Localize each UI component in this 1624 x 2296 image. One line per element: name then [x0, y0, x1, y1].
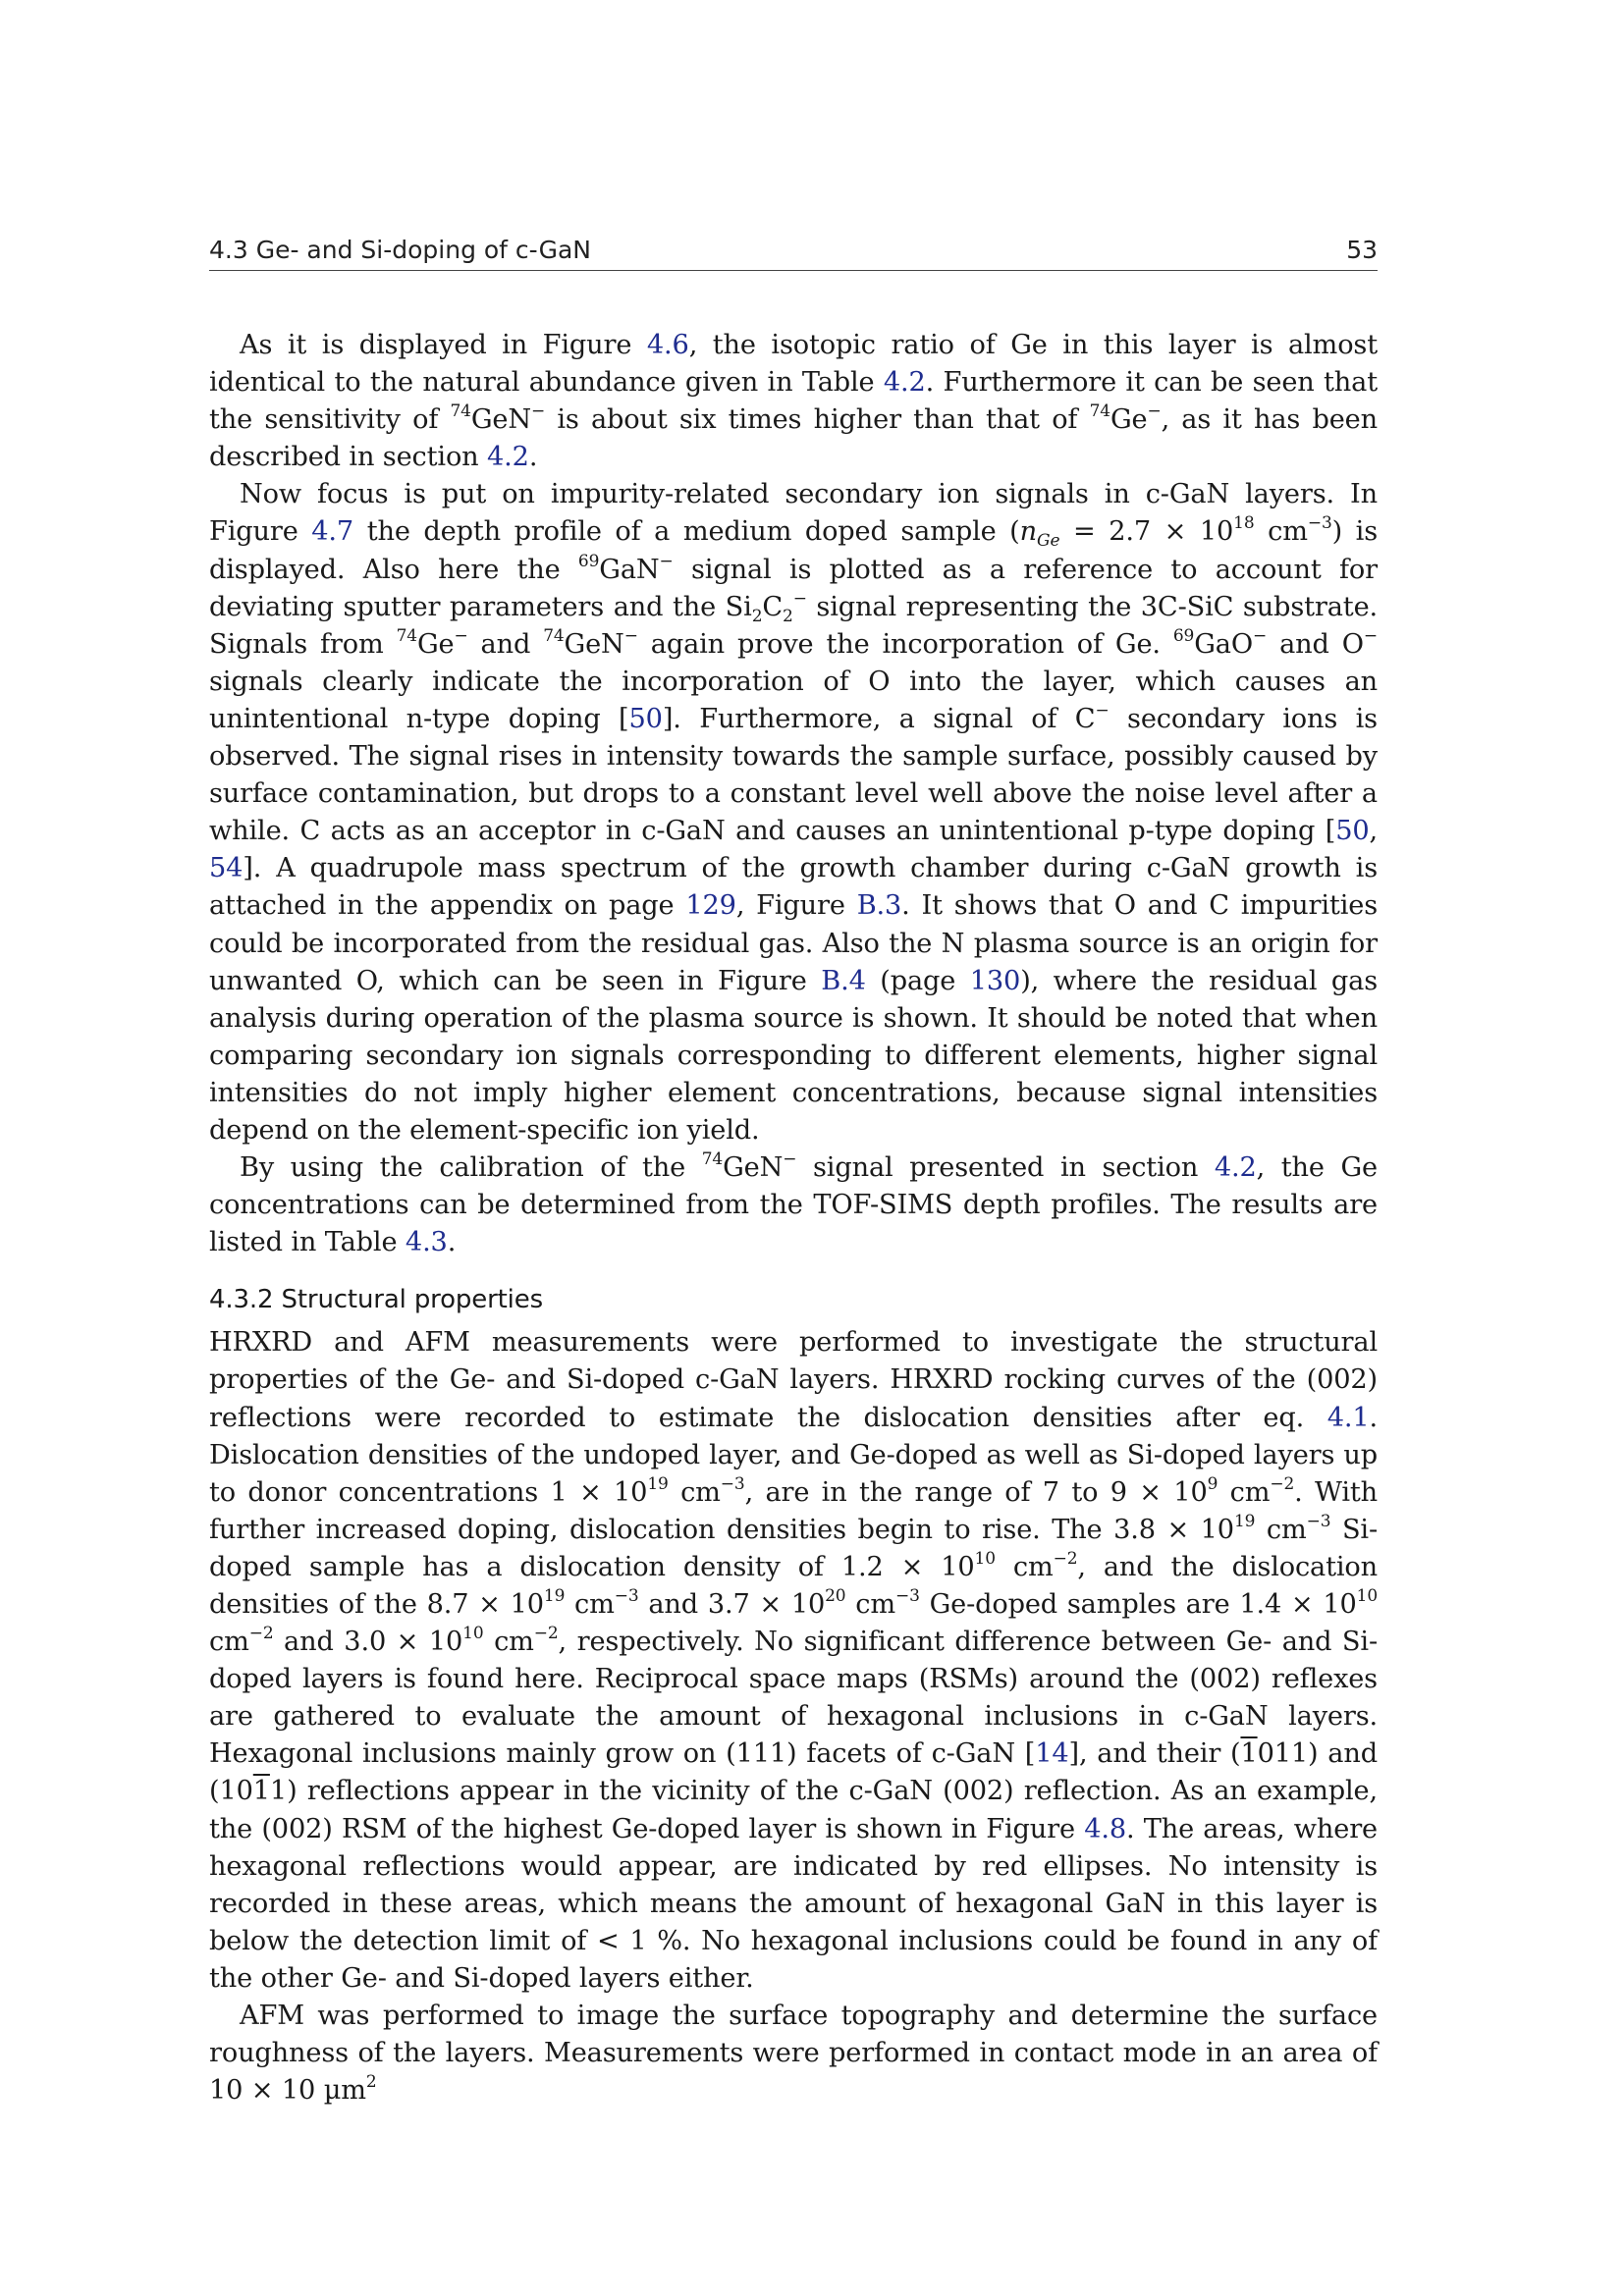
body-text: [209, 327, 1378, 2109]
figure-link[interactable]: B.4: [821, 965, 866, 996]
paragraph: HRXRD and AFM measurements were performed to investigate the structural properties of the Ge- and Si-doped c-GaN layers. HRXRD rocking curves of the (002) reflections were recorded to estimate the dislocation densities after eq. 4.1. Dislocation densities of the undoped layer, and Ge-doped as well as Si-doped layers up to donor concentrations $1 \times 10^{19}$ $cm^{-3}$, are in the range of 7 to $9 \times 10^9$ $cm^{-2}$. With further increased doping, dislocation densities begin to rise. The $3.8 \times 10^{19}$ $cm^{-3}$ Si-doped sample has a dislocation density of $1.2 \times 10^{10}$ $cm^{-2}$, and the dislocation densities of the $8.7 \times 10^{19}$ $cm^{-3}$ and $3.7 \times 10^{20}$ $cm^{-3}$ Ge-doped samples are $1.4 \times 10^{10}$ $cm^{-2}$ and $3.0 \times 10^{10}$ $cm^{-2}$, respectively. No significant difference between Ge- and Si-doped layers is found here. Reciprocal space maps (RSMs) around the (002) reflexes are gathered to evaluate the amount of hexagonal inclusions in c-GaN layers. Hexagonal inclusions mainly grow on (111) facets of c-GaN [14], and their (1011) and (1011) reflections appear in the vicinity of the c-GaN (002) reflection. As an example, the (002) RSM of the highest Ge-doped layer is shown in Figure 4.8. The areas, where hexagonal reflections would appear, are indicated by red ellipses. No intensity is recorded in these areas, which means the amount of hexagonal GaN in this layer is below the detection limit of < 1 %. No hexagonal inclusions could be found in any of the other Ge- and Si-doped layers either.: [209, 1327, 1379, 1994]
citation-link[interactable]: 54: [209, 853, 244, 884]
paragraph: By using the calibration of the $^{74}$GeN− signal presented in section 4.2, the Ge concentrations can be determined from the TOF-SIMS depth profiles. The results are listed in Table 4.3.: [209, 1149, 1378, 1258]
header-section-title: 4.3 Ge- and Si-doping of c-GaN: [209, 236, 592, 264]
citation-link[interactable]: 50: [628, 703, 663, 734]
citation-link[interactable]: 14: [1035, 1738, 1069, 1770]
equation-link[interactable]: 4.1: [1326, 1402, 1370, 1433]
figure-link[interactable]: 4.8: [1084, 1813, 1126, 1844]
figure-link[interactable]: 4.6: [646, 330, 689, 360]
page-link[interactable]: 129: [685, 890, 736, 922]
table-link[interactable]: 4.3: [405, 1227, 448, 1258]
running-header: [209, 236, 1378, 271]
paragraph: Now focus is put on impurity-related secondary ion signals in c-GaN layers. In Figure 4.7 the depth profile of a medium doped sample ($n_{Ge} = 2.7 \times 10^{18}$ $cm^{-3}$) is displayed. Also here the $^{69}$GaN− signal is plotted as a reference to account for deviating sputter parameters and the $Si_2C_2^-$ signal representing the 3C-SiC substrate. Signals from $^{74}$Ge− and $^{74}$GeN− again prove the incorporation of Ge. $^{69}$GaO− and O− signals clearly indicate the incorporation of O into the layer, which causes an unintentional n-type doping [50]. Furthermore, a signal of C− secondary ions is observed. The signal rises in intensity towards the sample surface, possibly caused by surface contamination, but drops to a constant level well above the noise level after a while. C acts as an acceptor in c-GaN and causes an unintentional p-type doping [50, 54]. A quadrupole mass spectrum of the growth chamber during c-GaN growth is attached in the appendix on page 129, Figure B.3. It shows that O and C impurities could be incorporated from the residual gas. Also the N plasma source is an origin for unwanted O, which can be seen in Figure B.4 (page 130), where the residual gas analysis during operation of the plasma source is shown. It should be noted that when comparing secondary ion signals corresponding to different elements, higher signal intensities do not imply higher element concentrations, because signal intensities depend on the element-specific ion yield.: [209, 479, 1379, 1146]
subsection-heading: 4.3.2 Structural properties: [209, 1285, 543, 1315]
section-link[interactable]: 4.2: [1214, 1152, 1257, 1184]
paragraph: AFM was performed to image the surface topography and determine the surface roughness of the layers. Measurements were performed in contact mode in an area of 10 × 10 µm$^2$: [209, 2001, 1378, 2107]
section-link[interactable]: 4.2: [487, 442, 529, 473]
page-link[interactable]: 130: [969, 965, 1021, 996]
figure-link[interactable]: B.3: [856, 890, 902, 922]
table-link[interactable]: 4.2: [883, 367, 926, 399]
page-number: 53: [1346, 236, 1378, 264]
paragraph: As it is displayed in Figure 4.6, the isotopic ratio of Ge in this layer is almost identical to the natural abundance given in Table 4.2. Furthermore it can be seen that the sensitivity of $^{74}$GeN− is about six times higher than that of $^{74}$Ge−, as it has been described in section 4.2.: [209, 330, 1378, 473]
citation-link[interactable]: 50: [1335, 816, 1370, 847]
figure-link[interactable]: 4.7: [311, 516, 354, 548]
